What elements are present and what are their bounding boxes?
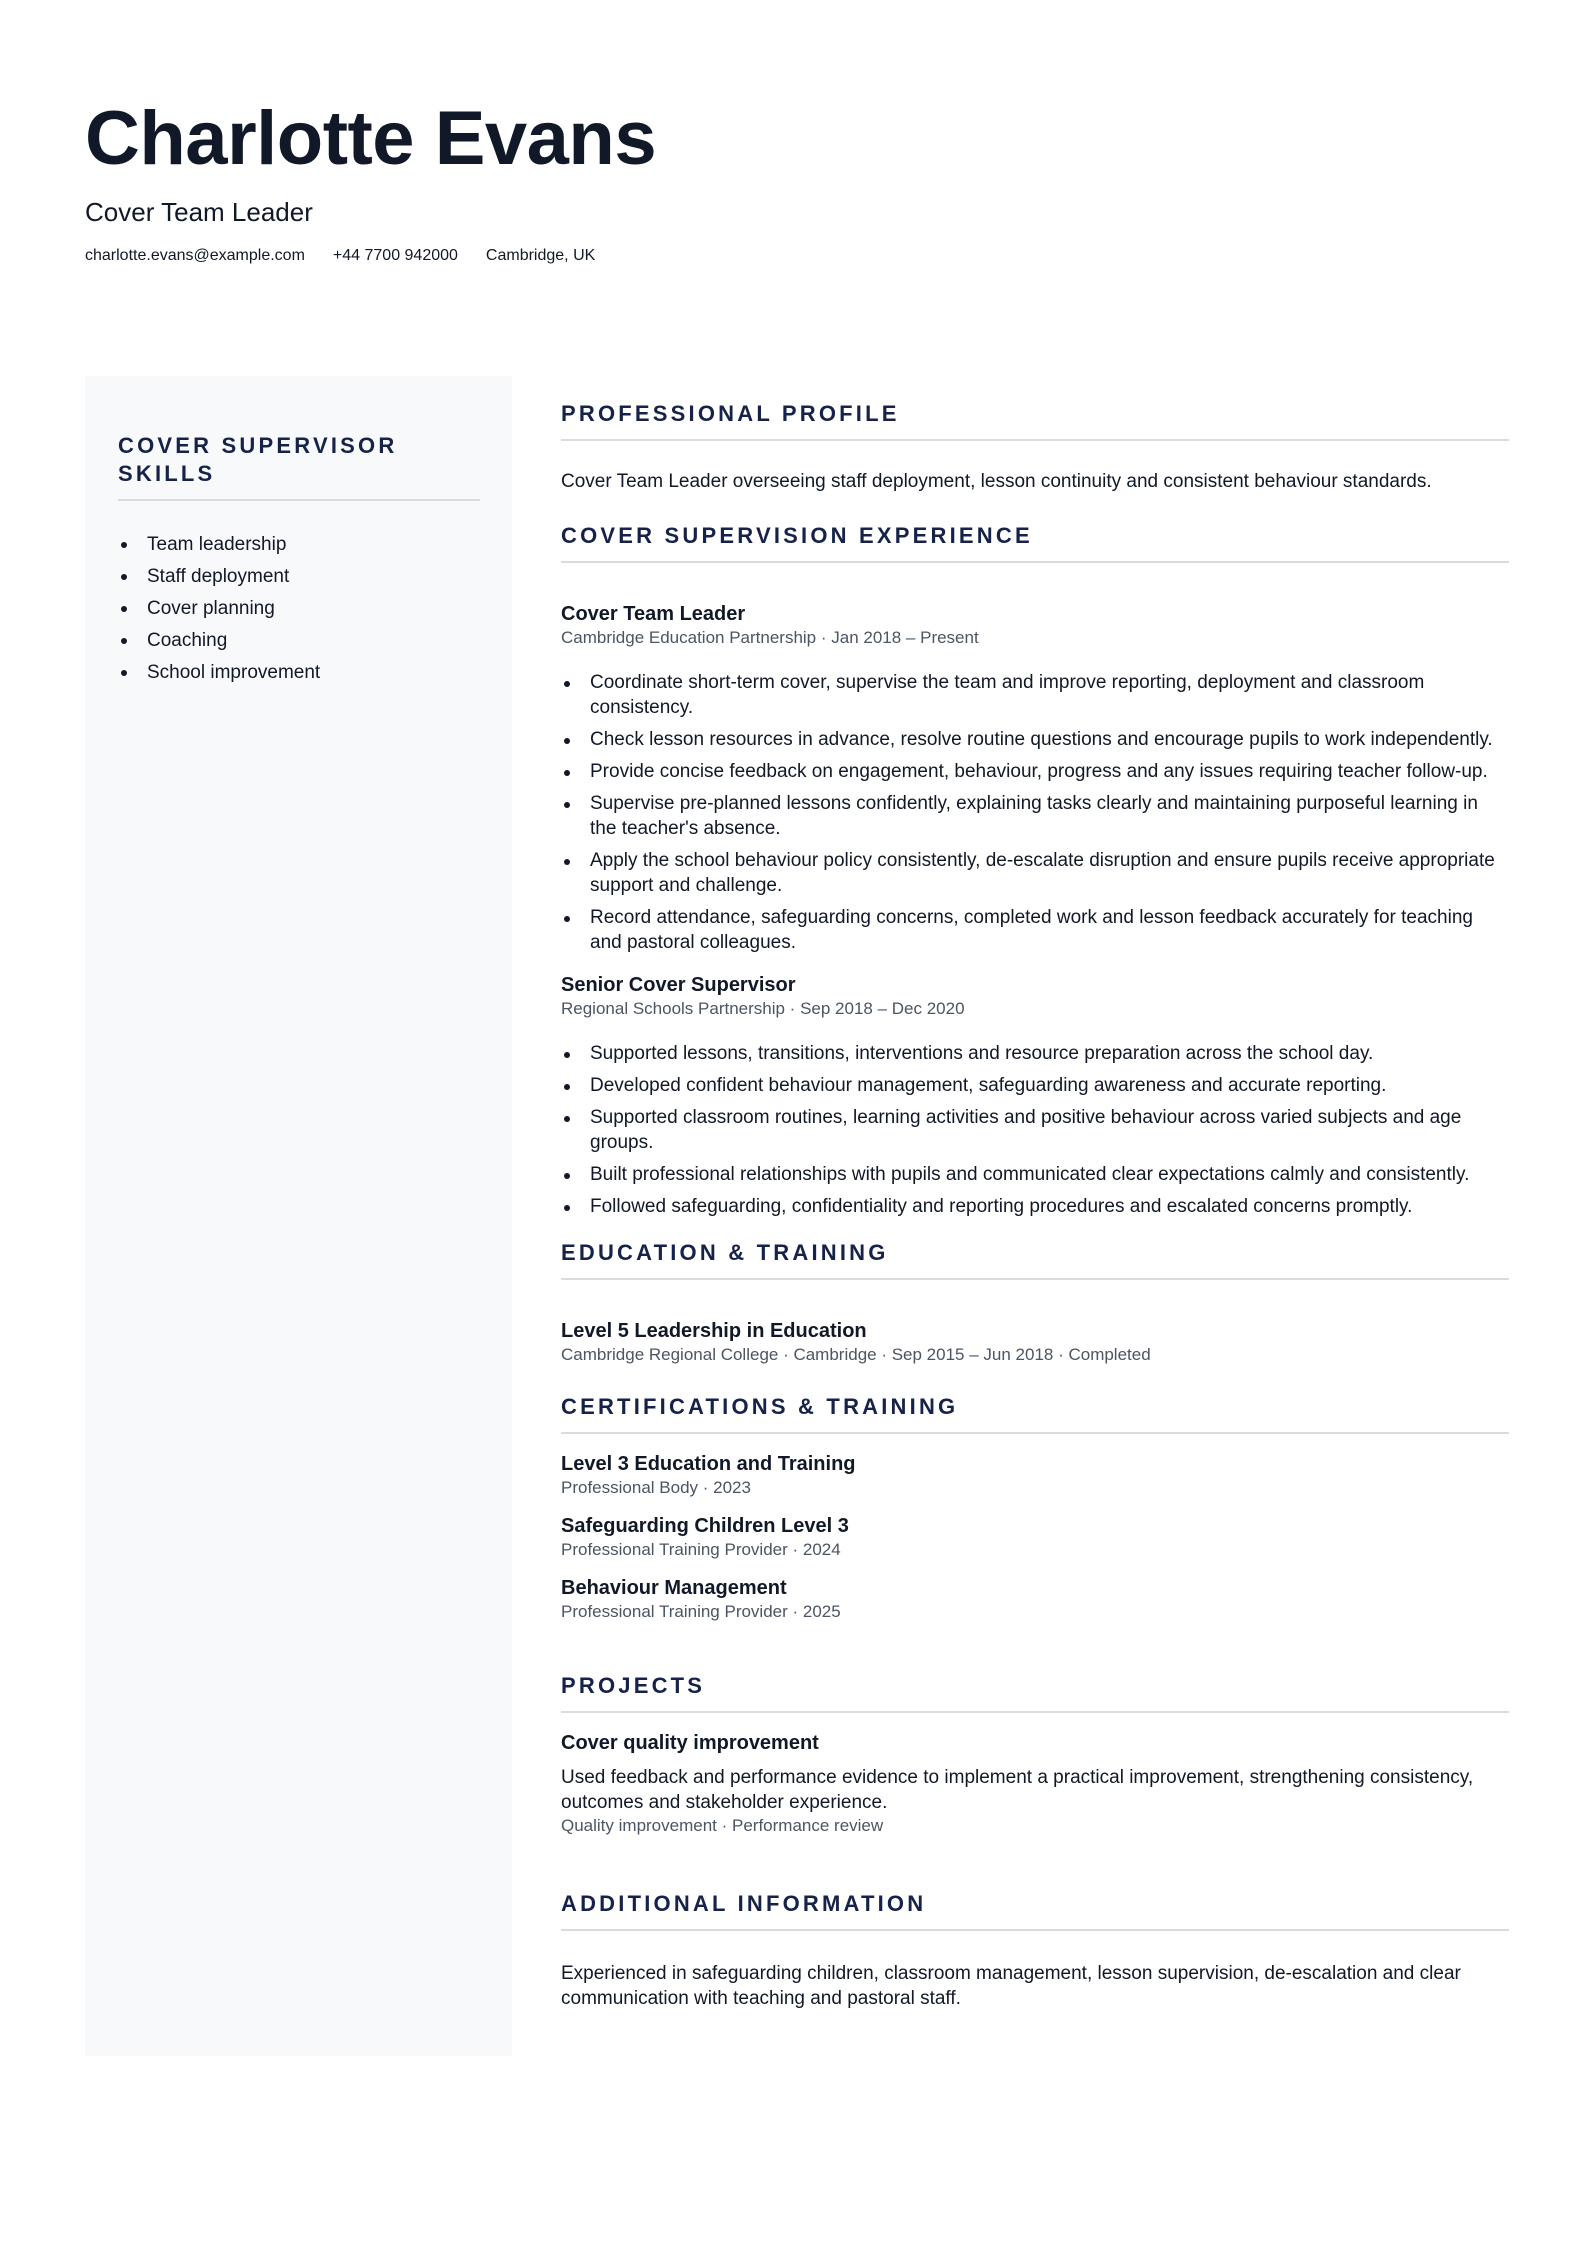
job-bullet: Developed confident behaviour management, safeguarding awareness and accurate reporting. <box>561 1073 1509 1098</box>
project-title: Cover quality improvement <box>561 1732 819 1754</box>
job-title: Senior Cover Supervisor <box>561 974 796 996</box>
job-bullet: Apply the school behaviour policy consistently, de-escalate disruption and ensure pupils receive appropriate support and challenge. <box>561 848 1509 898</box>
sidebar <box>85 376 512 2056</box>
education-meta: Cambridge Regional College · Cambridge · Sep 2015 – Jun 2018 · Completed <box>561 1345 1151 1364</box>
experience-section <box>561 522 1509 1219</box>
projects-heading: PROJECTS <box>561 1672 1509 1713</box>
education-entry <box>561 1319 1509 1365</box>
additional-heading: ADDITIONAL INFORMATION <box>561 1890 1509 1931</box>
skills-heading: COVER SUPERVISOR SKILLS <box>118 432 480 501</box>
job-bullets <box>561 1041 1509 1219</box>
certification-entry <box>561 1452 1509 1498</box>
certification-entry <box>561 1576 1509 1622</box>
candidate-name: Charlotte Evans <box>85 96 657 181</box>
resume-header <box>85 92 1505 268</box>
project-text: Used feedback and performance evidence to implement a practical improvement, strengthening consistency, outcomes and stakeholder experience. <box>561 1767 1474 1813</box>
skill-item: Coaching <box>118 625 480 657</box>
certification-title: Level 3 Education and Training <box>561 1453 856 1475</box>
job-bullet: Provide concise feedback on engagement, behaviour, progress and any issues requiring teacher follow-up. <box>561 759 1509 784</box>
certification-meta: Professional Training Provider · 2025 <box>561 1602 841 1621</box>
experience-heading: COVER SUPERVISION EXPERIENCE <box>561 522 1509 563</box>
certifications-heading: CERTIFICATIONS & TRAINING <box>561 1393 1509 1434</box>
job-bullet: Check lesson resources in advance, resolve routine questions and encourage pupils to work independently. <box>561 727 1509 752</box>
skill-item: Staff deployment <box>118 561 480 593</box>
project-meta: Quality improvement · Performance review <box>561 1816 884 1835</box>
contact-phone: +44 7700 942000 <box>332 247 458 264</box>
job-bullets <box>561 670 1509 955</box>
education-section <box>561 1239 1509 1365</box>
certification-meta: Professional Body · 2023 <box>561 1478 751 1497</box>
education-heading: EDUCATION & TRAINING <box>561 1239 1509 1280</box>
skill-item: Team leadership <box>118 529 480 561</box>
additional-section <box>561 1890 1509 2011</box>
job-title: Cover Team Leader <box>561 603 746 625</box>
candidate-role: Cover Team Leader <box>85 197 313 227</box>
job-bullet: Followed safeguarding, confidentiality and reporting procedures and escalated concerns promptly. <box>561 1194 1509 1219</box>
job-bullet: Supervise pre-planned lessons confidently, explaining tasks clearly and maintaining purposeful learning in the teacher's absence. <box>561 791 1509 841</box>
contact-email: charlotte.evans@example.com <box>85 247 305 264</box>
job-bullet: Supported classroom routines, learning activities and positive behaviour across varied subjects and age groups. <box>561 1105 1509 1155</box>
job-bullet: Supported lessons, transitions, interventions and resource preparation across the school day. <box>561 1041 1509 1066</box>
profile-text: Cover Team Leader overseeing staff deployment, lesson continuity and consistent behaviour standards. <box>561 471 1432 492</box>
job-entry <box>561 973 1509 1219</box>
certification-meta: Professional Training Provider · 2024 <box>561 1540 841 1559</box>
certification-entry <box>561 1514 1509 1560</box>
certifications-section <box>561 1393 1509 1622</box>
contact-line <box>85 244 1505 268</box>
contact-location: Cambridge, UK <box>485 247 596 264</box>
job-bullet: Coordinate short-term cover, supervise the team and improve reporting, deployment and classroom consistency. <box>561 670 1509 720</box>
skill-item: Cover planning <box>118 593 480 625</box>
job-bullet: Record attendance, safeguarding concerns, completed work and lesson feedback accurately for teaching and pastoral colleagues. <box>561 905 1509 955</box>
profile-section <box>561 400 1509 494</box>
education-title: Level 5 Leadership in Education <box>561 1320 867 1342</box>
certification-title: Behaviour Management <box>561 1577 787 1599</box>
job-meta: Regional Schools Partnership · Sep 2018 – Dec 2020 <box>561 999 965 1018</box>
project-entry <box>561 1731 1509 1836</box>
main-column <box>561 400 1509 2011</box>
job-bullet: Built professional relationships with pupils and communicated clear expectations calmly and consistently. <box>561 1162 1509 1187</box>
certification-title: Safeguarding Children Level 3 <box>561 1515 849 1537</box>
additional-text: Experienced in safeguarding children, classroom management, lesson supervision, de-escalation and clear communication with teaching and pastoral staff. <box>561 1963 1461 2009</box>
projects-section <box>561 1672 1509 1836</box>
skills-list <box>118 529 480 689</box>
job-entry <box>561 602 1509 955</box>
skill-item: School improvement <box>118 657 480 689</box>
job-meta: Cambridge Education Partnership · Jan 2018 – Present <box>561 628 979 647</box>
profile-heading: PROFESSIONAL PROFILE <box>561 400 1509 441</box>
